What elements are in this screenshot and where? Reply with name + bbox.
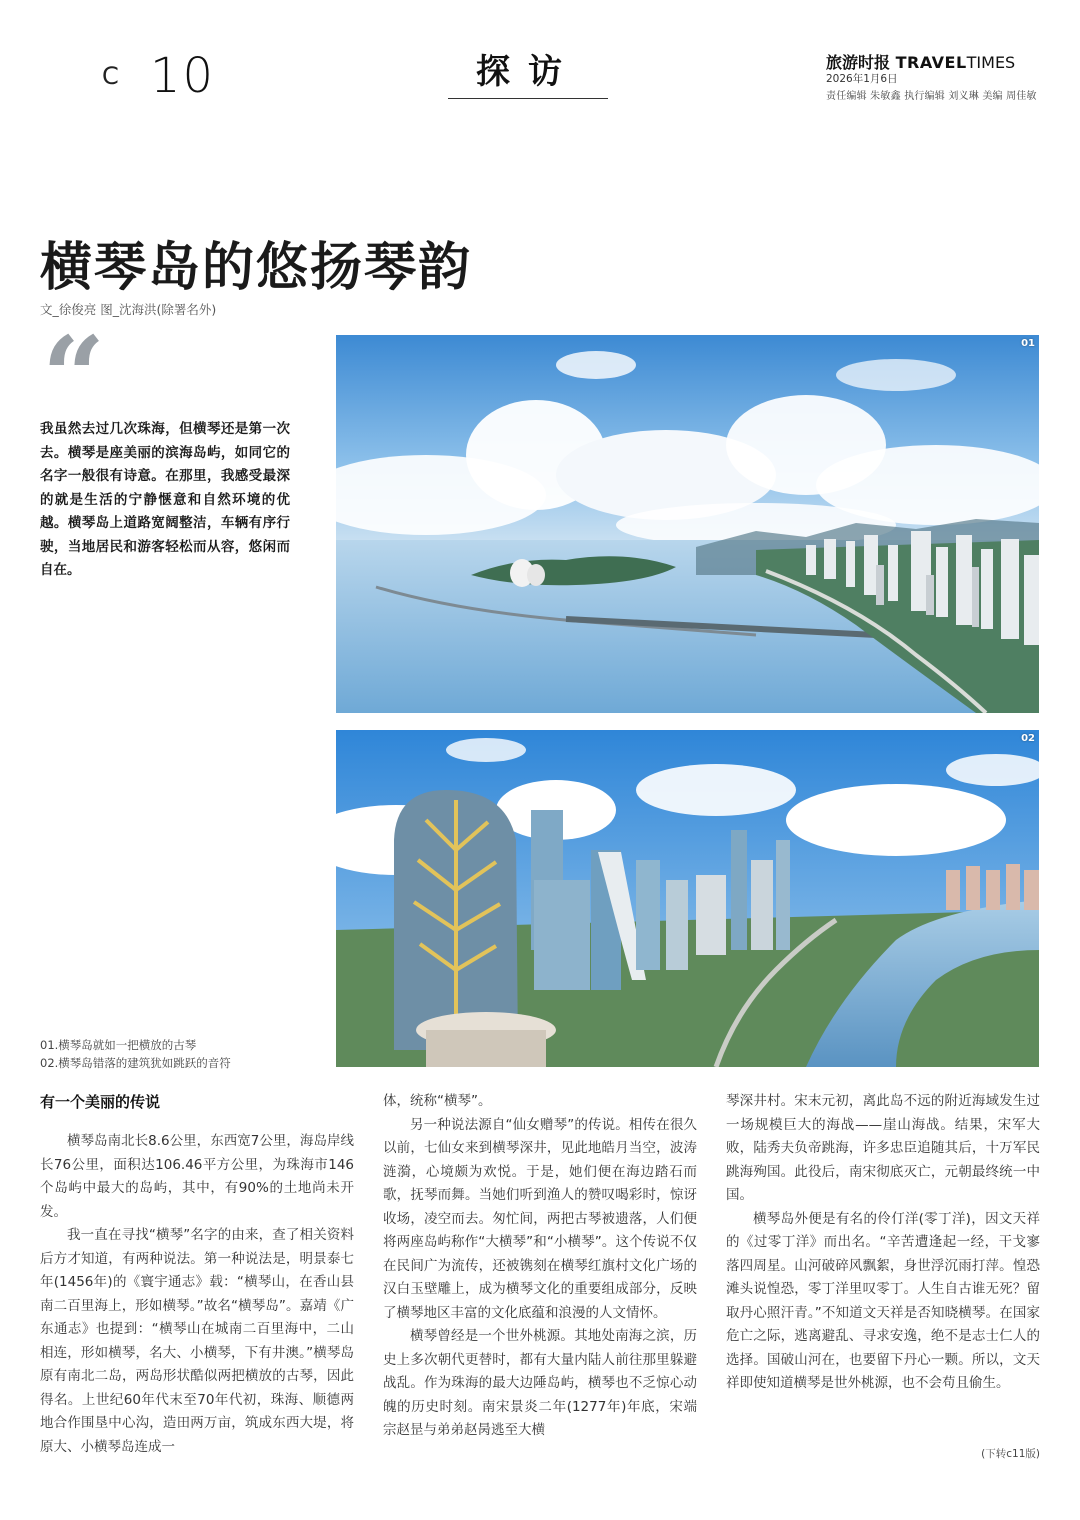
photo-1-label: 01	[1021, 338, 1035, 349]
paragraph: 体，统称“横琴”。	[383, 1093, 492, 1109]
page-section-letter: C	[102, 62, 123, 90]
quote-mark-icon: “	[42, 312, 106, 441]
photo-island-buildings	[336, 730, 1039, 1067]
photo-island-panorama	[336, 335, 1039, 713]
article-column-1	[40, 1090, 354, 1459]
masthead-en-light: TIMES	[966, 53, 1016, 72]
masthead-en-bold: TRAVEL	[895, 53, 967, 72]
section-title: 探访	[476, 52, 580, 92]
issue-date: 2026年1月6日	[826, 73, 898, 85]
paragraph: 横琴岛南北长8.6公里，东西宽7公里，海岛岸线长76公里，面积达106.46平方公里，为珠海市146个岛屿中最大的岛屿，其中，有90%的土地尚未开发。	[40, 1133, 354, 1220]
paragraph: 另一种说法源自“仙女赠琴”的传说。相传在很久以前，七仙女来到横琴深井，见此地皓月当空，波涛涟漪，心境颇为欢悦。于是，她们便在海边踏石而歌，抚琴而舞。当她们听到渔人的赞叹喝彩时，惊讶收场，凌空而去。匆忙间，两把古琴被遗落，人们便将两座岛屿称作“大横琴”和“小横琴”。这个传说不仅在民间广为流传，还被镌刻在横琴红旗村文化广场的汉白玉壁雕上，成为横琴文化的重要组成部分，反映了横琴地区丰富的文化底蕴和浪漫的人文情怀。	[383, 1116, 697, 1321]
editors-line: 责任编辑 朱敏鑫 执行编辑 刘义琳 美编 周佳敏	[826, 91, 1037, 102]
caption-2: 02.横琴岛错落的建筑犹如跳跃的音符	[40, 1056, 231, 1070]
photo-captions	[40, 1036, 231, 1072]
article-headline: 横琴岛的悠扬琴韵	[40, 237, 473, 298]
paragraph: 我一直在寻找“横琴”名字的由来，查了相关资料后方才知道，有两种说法。第一种说法是，明景泰七年(1456年)的《寰宇通志》载：“横琴山，在香山县南二百里海上，形如横琴。”故名“横琴岛”。嘉靖《广东通志》也提到：“横琴山在城南二百里海中，二山相连，形如横琴，名大、小横琴，下有井澳。”横琴岛原有南北二岛，两岛形状酷似两把横放的古琴，因此得名。上世纪60年代末至70年代初，珠海、顺德两地合作围垦中心沟，造田两万亩，筑成东西大堤，将原大、小横琴岛连成一	[40, 1227, 354, 1455]
paragraph: 横琴曾经是一个世外桃源。其地处南海之滨，历史上多次朝代更替时，都有大量内陆人前往那里躲避战乱。作为珠海的最大边陲岛屿，横琴也不乏惊心动魄的历史时刻。南宋景炎二年(1277年)年底，宋端宗赵昰与弟弟赵昺逃至大横	[383, 1328, 697, 1438]
newspaper-masthead	[826, 50, 1015, 73]
section-title-rule	[448, 98, 608, 99]
article-column-3	[726, 1090, 1040, 1396]
buildings-illustration	[336, 730, 1039, 1067]
article-subheading: 有一个美丽的传说	[40, 1093, 161, 1111]
caption-1: 01.横琴岛就如一把横放的古琴	[40, 1038, 197, 1052]
panorama-illustration	[336, 335, 1039, 713]
masthead-cn: 旅游时报	[826, 53, 891, 72]
paragraph: 横琴岛外便是有名的伶仃洋(零丁洋)，因文天祥的《过零丁洋》而出名。“辛苦遭逢起一经，干戈寥落四周星。山河破碎风飘絮，身世浮沉雨打萍。惶恐滩头说惶恐，零丁洋里叹零丁。人生自古谁无死？留取丹心照汗青。”不知道文天祥是否知晓横琴。在国家危亡之际，逃离避乱、寻求安逸，绝不是志士仁人的选择。国破山河在，也要留下丹心一颗。所以，文天祥即使知道横琴是世外桃源，也不会苟且偷生。	[726, 1210, 1040, 1391]
paragraph: 琴深井村。宋末元初，离此岛不远的附近海域发生过一场规模巨大的海战——崖山海战。结果，宋军大败，陆秀夫负帝跳海，许多忠臣追随其后，十万军民跳海殉国。此役后，南宋彻底灭亡，元朝最终统一中国。	[726, 1093, 1040, 1203]
page-number: 10	[150, 48, 216, 104]
photo-2-label: 02	[1021, 733, 1035, 744]
article-byline: 文_徐俊亮 图_沈海洪(除署名外)	[40, 302, 217, 317]
article-column-2	[383, 1090, 697, 1443]
article-intro: 我虽然去过几次珠海，但横琴还是第一次去。横琴是座美丽的滨海岛屿，如同它的名字一般很有诗意。在那里，我感受最深的就是生活的宁静惬意和自然环境的优越。横琴岛上道路宽阔整洁，车辆有序行驶，当地居民和游客轻松而从容，悠闲而自在。	[40, 421, 290, 578]
continued-note: (下转c11版)	[981, 1448, 1040, 1460]
